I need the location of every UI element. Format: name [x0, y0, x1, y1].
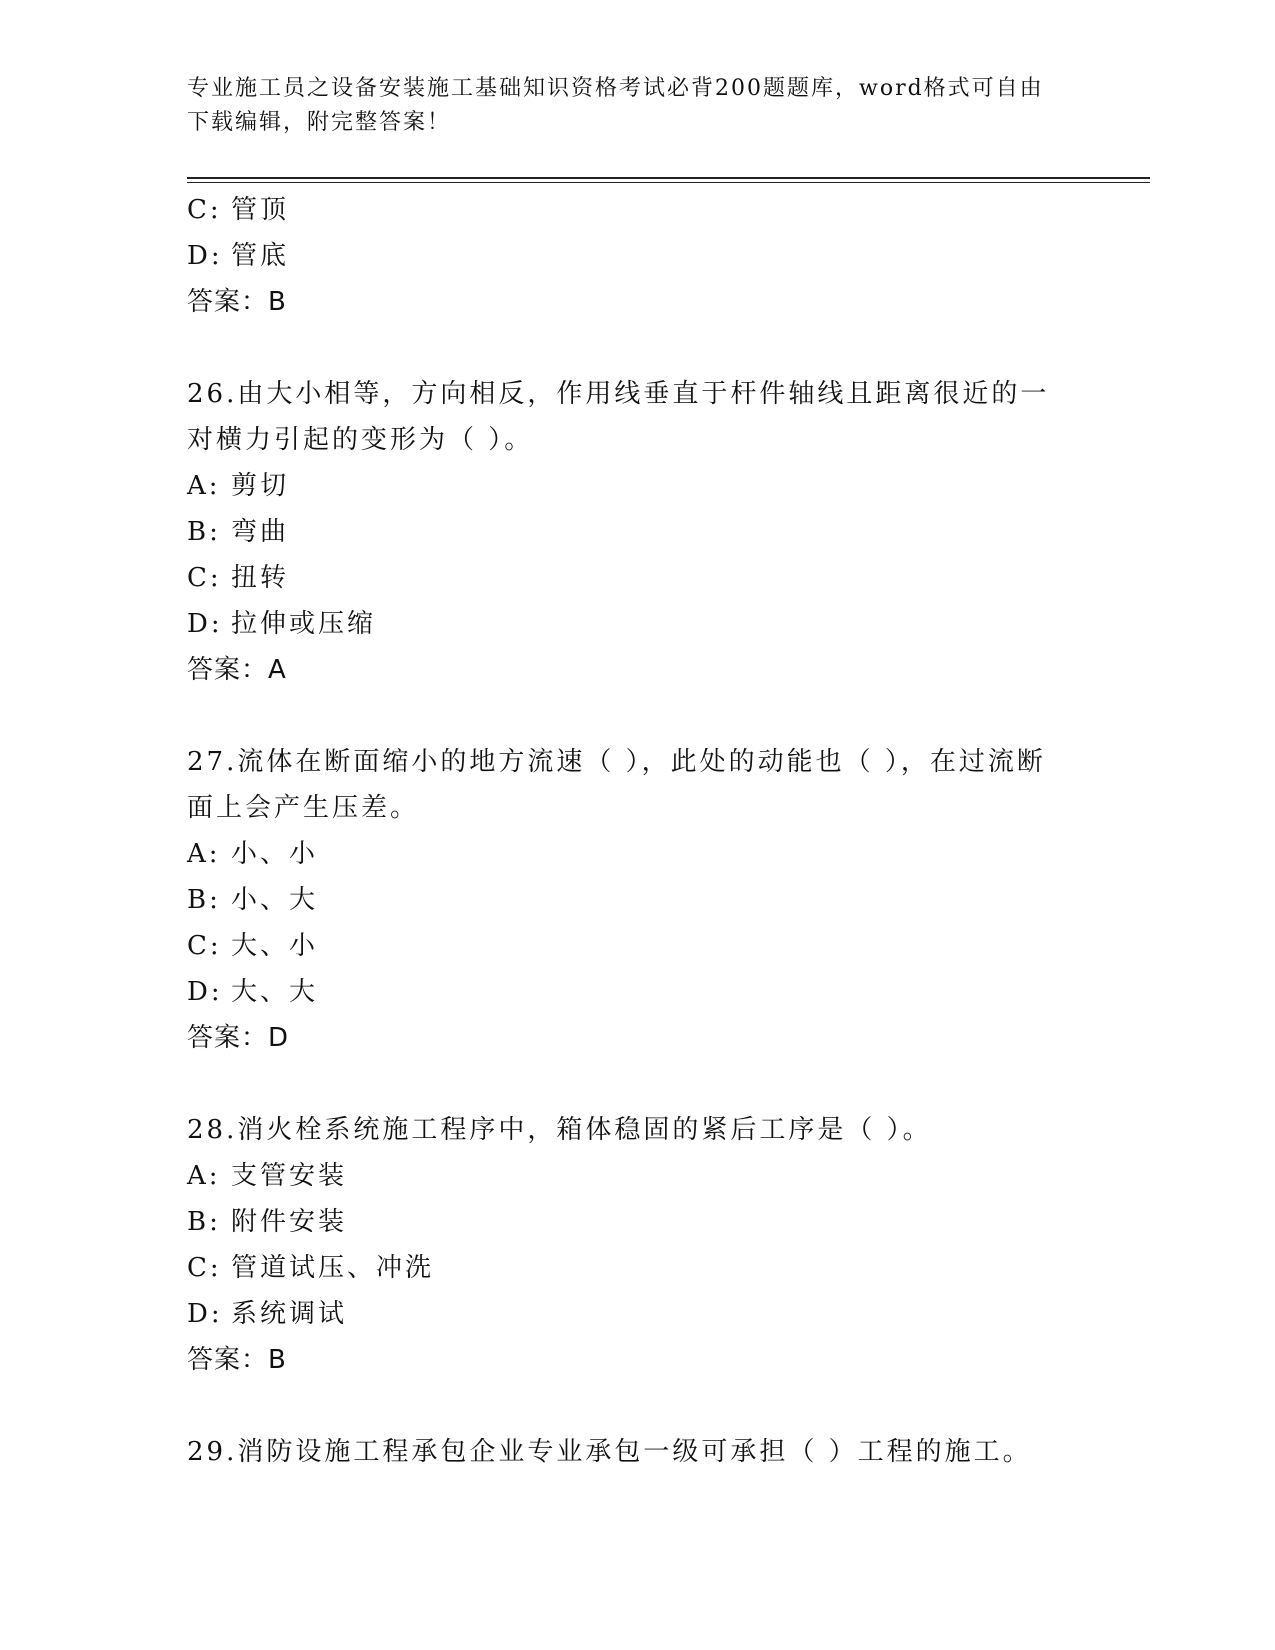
option-c	[187, 187, 1087, 233]
option-label: D:	[187, 1299, 223, 1329]
option-c	[187, 923, 1087, 969]
option-d	[187, 969, 1087, 1015]
option-text: 大、小	[231, 931, 319, 961]
option-label: C:	[187, 563, 222, 593]
question-29	[187, 1429, 1087, 1475]
option-b	[187, 509, 1087, 555]
option-label: D:	[187, 977, 223, 1007]
header-line-2: 下载编辑，附完整答案！	[187, 110, 452, 135]
answer-line: 答案：B	[187, 287, 287, 317]
question-27	[187, 739, 1087, 1061]
spacer	[187, 325, 1087, 371]
option-text: 大、大	[231, 977, 319, 1007]
option-label: C:	[187, 1253, 222, 1283]
option-label: D:	[187, 241, 223, 271]
option-text: 管道试压、冲洗	[231, 1253, 435, 1283]
option-text: 系统调试	[231, 1299, 348, 1329]
spacer	[187, 1061, 1087, 1107]
option-c	[187, 555, 1087, 601]
option-label: C:	[187, 931, 222, 961]
option-b	[187, 877, 1087, 923]
question-text: 26.由大小相等，方向相反，作用线垂直于杆件轴线且距离很近的一对横力引起的变形为（ ）。	[187, 379, 1050, 455]
option-text: 管顶	[231, 195, 290, 225]
option-d	[187, 233, 1087, 279]
spacer	[187, 693, 1087, 739]
question-28	[187, 1107, 1087, 1383]
question-text: 28.消火栓系统施工程序中，箱体稳固的紧后工序是（ ）。	[187, 1115, 932, 1145]
option-text: 支管安装	[231, 1161, 348, 1191]
option-text: 小、大	[231, 885, 319, 915]
option-text: 管底	[231, 241, 290, 271]
question-text: 27.流体在断面缩小的地方流速（ ），此处的动能也（ ），在过流断面上会产生压差。	[187, 747, 1046, 823]
option-text: 剪切	[231, 471, 290, 501]
option-a	[187, 1153, 1087, 1199]
answer-line: 答案：D	[187, 1023, 290, 1053]
question-text: 29.消防设施工程承包企业专业承包一级可承担（ ）工程的施工。	[187, 1437, 1032, 1467]
option-c	[187, 1245, 1087, 1291]
spacer	[187, 1383, 1087, 1429]
option-b	[187, 1199, 1087, 1245]
option-text: 拉伸或压缩	[231, 609, 377, 639]
question-25-tail	[187, 187, 1087, 325]
header-divider-thick	[187, 177, 1150, 179]
header-divider-thin	[187, 182, 1150, 183]
option-label: B:	[187, 517, 221, 547]
document-header	[187, 72, 1067, 140]
question-26	[187, 371, 1087, 693]
option-label: A:	[187, 1161, 221, 1191]
answer-line: 答案：A	[187, 655, 287, 685]
option-text: 扭转	[231, 563, 290, 593]
option-text: 弯曲	[231, 517, 290, 547]
option-label: B:	[187, 885, 221, 915]
header-line-1: 专业施工员之设备安装施工基础知识资格考试必背200题题库，word格式可自由	[187, 76, 1044, 101]
option-text: 小、小	[231, 839, 319, 869]
question-content	[187, 187, 1087, 1475]
option-label: C:	[187, 195, 222, 225]
option-label: A:	[187, 839, 221, 869]
answer-line: 答案：B	[187, 1345, 287, 1375]
option-label: D:	[187, 609, 223, 639]
option-a	[187, 463, 1087, 509]
option-label: A:	[187, 471, 221, 501]
option-d	[187, 601, 1087, 647]
option-d	[187, 1291, 1087, 1337]
option-text: 附件安装	[231, 1207, 348, 1237]
option-label: B:	[187, 1207, 221, 1237]
option-a	[187, 831, 1087, 877]
